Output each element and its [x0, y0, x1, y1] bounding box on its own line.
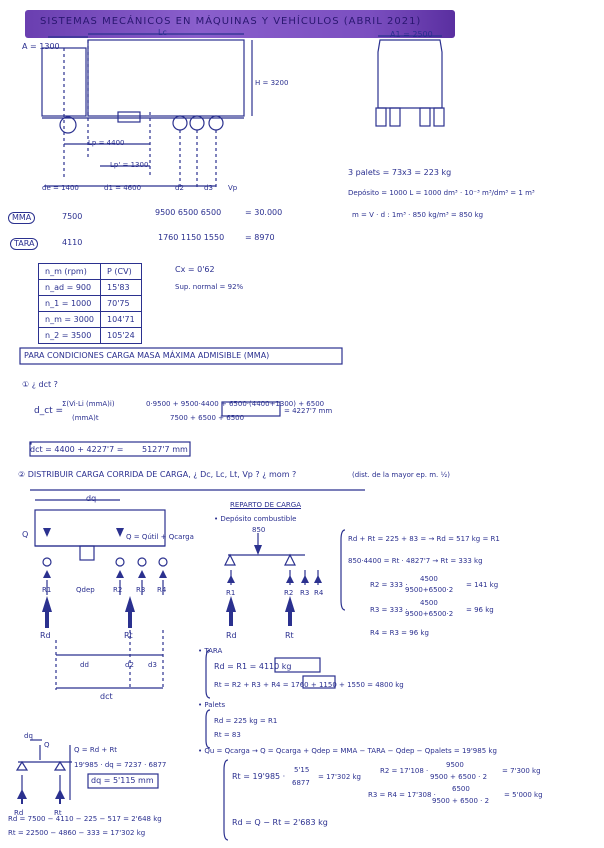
q1-frac-bot: (mmA)t: [72, 414, 99, 422]
d2-r3: R3: [300, 589, 310, 597]
eq-4a: R3 = 333 ·: [370, 606, 408, 614]
truck-cab: [42, 48, 86, 116]
d1-d3: d3: [148, 661, 157, 669]
mma-tag: MMA: [8, 212, 35, 224]
d1-r4: R4: [157, 586, 167, 594]
br-b1r: = 7'300 kg: [502, 767, 541, 775]
palets-l3: Rd = 225 kg = R1: [214, 717, 278, 725]
bl-b1: Rd = 7500 − 4110 − 225 − 517 = 2'648 kg: [8, 815, 162, 823]
br-b2-top: 6500: [452, 785, 470, 793]
section-title: PARA CONDICIONES CARGA MASA MÁXIMA ADMISIBLE (MMA): [24, 351, 270, 360]
note-mass: m = V · d : 1m³ · 850 kg/m³ = 850 kg: [352, 211, 484, 219]
rpm-cell: 15'83: [101, 280, 142, 296]
d2-rd: Rd: [226, 631, 237, 640]
dim-de: de = 1400: [42, 184, 79, 192]
page-title: SISTEMAS MECÁNICOS EN MÁQUINAS Y VEHÍCULOS (ABRIL 2021): [40, 16, 422, 27]
dim-vp: Vp: [228, 184, 238, 192]
rpm-header-p: P (CV): [101, 264, 142, 280]
bl-dq: dq: [24, 732, 33, 740]
bl-q: Q: [44, 741, 50, 749]
br-b2: R3 = R4 = 17'308 ·: [368, 791, 436, 799]
eq-3-top: 4500: [420, 575, 438, 583]
q2-label: ② DISTRIBUIR CARGA CORRIDA DE CARGA, ¿ Dc, Lc, Lt, Vp ? ¿ mom ?: [18, 470, 297, 479]
dim-lc: Lc: [158, 28, 167, 37]
q1-frac2-bot: 7500 + 6500 + 6500: [170, 414, 245, 422]
d1-r2: R2: [113, 586, 123, 594]
bl-e1: Q = Rd + Rt: [74, 746, 118, 754]
q1-line2-result: 5127'7 mm: [142, 445, 188, 454]
rpm-table: [38, 263, 142, 344]
d1-r1: R1: [42, 586, 52, 594]
palets-label: • Palets: [198, 701, 226, 709]
eq-4-bot: 9500+6500·2: [405, 610, 454, 618]
qu-line: • Qu = Qcarga → Q = Qcarga + Qdep = MMA − TARA − Qdep − Qpalets = 19'985 kg: [198, 747, 497, 755]
q2-note: (dist. de la mayor ep. m. ½): [352, 471, 451, 479]
d1-qdep: Qdep: [76, 586, 95, 594]
br-l1-bot: 6877: [292, 779, 310, 787]
bl-rd: Rd: [14, 809, 24, 817]
bl-e2: 19'985 · dq = 7237 · 6877: [74, 761, 167, 769]
d2-r1: R1: [226, 589, 236, 597]
br-b2-bot: 9500 + 6500 · 2: [432, 797, 490, 805]
d2-r4: R4: [314, 589, 324, 597]
d1-dd: dd: [80, 661, 89, 669]
rpm-cell: 70'75: [101, 296, 142, 312]
dim-a: A = 1300: [22, 42, 60, 51]
eq-1: Rd + Rt = 225 + 83 = → Rd = 517 kg = R1: [348, 535, 500, 543]
eq-4-top: 4500: [420, 599, 438, 607]
rpm-cell: n_ad = 900: [39, 280, 101, 296]
d1-q: Q: [22, 530, 29, 539]
dim-h: H = 3200: [255, 79, 289, 87]
mma-val-2: 9500 6500 6500: [155, 208, 222, 217]
eq-3-bot: 9500+6500·2: [405, 586, 454, 594]
tara-val-3: = 8970: [245, 233, 275, 242]
d2-rt: Rt: [285, 631, 294, 640]
truck-front: [378, 40, 442, 108]
d2-r2: R2: [284, 589, 294, 597]
q1-frac-top: Σ(Vi·Li (mmA)i): [62, 400, 115, 408]
br-l1r: = 17'302 kg: [318, 773, 362, 781]
d1-r3: R3: [136, 586, 146, 594]
note-palets: 3 palets = 73x3 = 223 kg: [348, 168, 452, 177]
d2-title: REPARTO DE CARGA: [230, 501, 302, 509]
dim-lp: Lp = 4400: [88, 139, 125, 147]
dim-d2: d2: [175, 184, 184, 192]
d1-Rd: Rd: [40, 631, 51, 640]
br-l1-top: 5'15: [294, 766, 310, 774]
eq-5: R4 = R3 = 96 kg: [370, 629, 429, 637]
dim-d1: d1 = 4600: [104, 184, 142, 192]
d2-sub: • Depósito combustible: [214, 515, 297, 523]
eq-3r: = 141 kg: [466, 581, 499, 589]
q1-result: = 4227'7 mm: [284, 407, 333, 415]
br-l1a: Rt = 19'985 ·: [232, 772, 286, 781]
bl-b2: Rt = 22500 − 4860 − 333 = 17'302 kg: [8, 829, 146, 837]
br-b1-bot: 9500 + 6500 · 2: [430, 773, 488, 781]
tara-l1: Rd = R1 = 4110 kg: [214, 662, 292, 671]
d1-dct: dct: [100, 692, 113, 701]
tara-tag: TARA: [10, 238, 38, 250]
br-b1: R2 = 17'108 ·: [380, 767, 429, 775]
rpm-cell: n_1 = 1000: [39, 296, 101, 312]
br-l2: Rd = Q − Rt = 2'683 kg: [232, 818, 328, 827]
cx-value: Cx = 0'62: [175, 265, 215, 274]
br-b1-top: 9500: [446, 761, 464, 769]
q1-frac2-top: 0·9500 + 9500·4400 + 6500·(4400+1300) + 6500: [146, 400, 325, 408]
rpm-cell: 105'24: [101, 328, 142, 344]
rpm-cell: 104'71: [101, 312, 142, 328]
d1-qa: Q = Qútil + Qcarga: [126, 533, 194, 541]
truck-box: [88, 40, 244, 116]
tara-val-1: 4110: [62, 238, 83, 247]
mma-val-3: = 30.000: [245, 208, 283, 217]
rpm-cell: n_2 = 3500: [39, 328, 101, 344]
dim-a1: A1 = 2500: [390, 30, 433, 39]
br-b2r: = 5'000 kg: [504, 791, 543, 799]
note-deposito: Depósito = 1000 L = 1000 dm³ · 10⁻³ m³/dm³ = 1 m³: [348, 189, 535, 197]
q1-line2: dct = 4400 + 4227'7 =: [30, 445, 124, 454]
palets-l4: Rt = 83: [214, 731, 241, 739]
eq-2: 850·4400 = Rt · 4827'7 → Rt = 333 kg: [348, 557, 483, 565]
bl-rt: Rt: [54, 809, 62, 817]
eq-4r: = 96 kg: [466, 606, 494, 614]
dim-lp2: Lp' = 1300: [110, 161, 149, 169]
tara-val-2: 1760 1150 1550: [158, 233, 225, 242]
tara-l2: Rt = R2 + R3 + R4 = 1760 + 1150 + 1550 = 4800 kg: [214, 681, 404, 689]
dim-d3: d3: [204, 184, 213, 192]
q1-lhs: d_ct =: [34, 406, 64, 416]
d2-load: 850: [252, 526, 266, 534]
d1-d2: d2: [125, 661, 134, 669]
bl-e3: dq = 5'115 mm: [91, 776, 154, 785]
sup-normal: Sup. normal = 92%: [175, 283, 244, 291]
q1-label: ① ¿ dct ?: [22, 380, 58, 389]
tara-label: • TARA: [198, 647, 223, 655]
eq-3a: R2 = 333 ·: [370, 581, 408, 589]
d1-dq: dq: [86, 494, 97, 503]
mma-val-1: 7500: [62, 212, 83, 221]
d1-Rt: Rt: [124, 631, 133, 640]
rpm-cell: n_m = 3000: [39, 312, 101, 328]
rpm-header-n: n_m (rpm): [39, 264, 101, 280]
